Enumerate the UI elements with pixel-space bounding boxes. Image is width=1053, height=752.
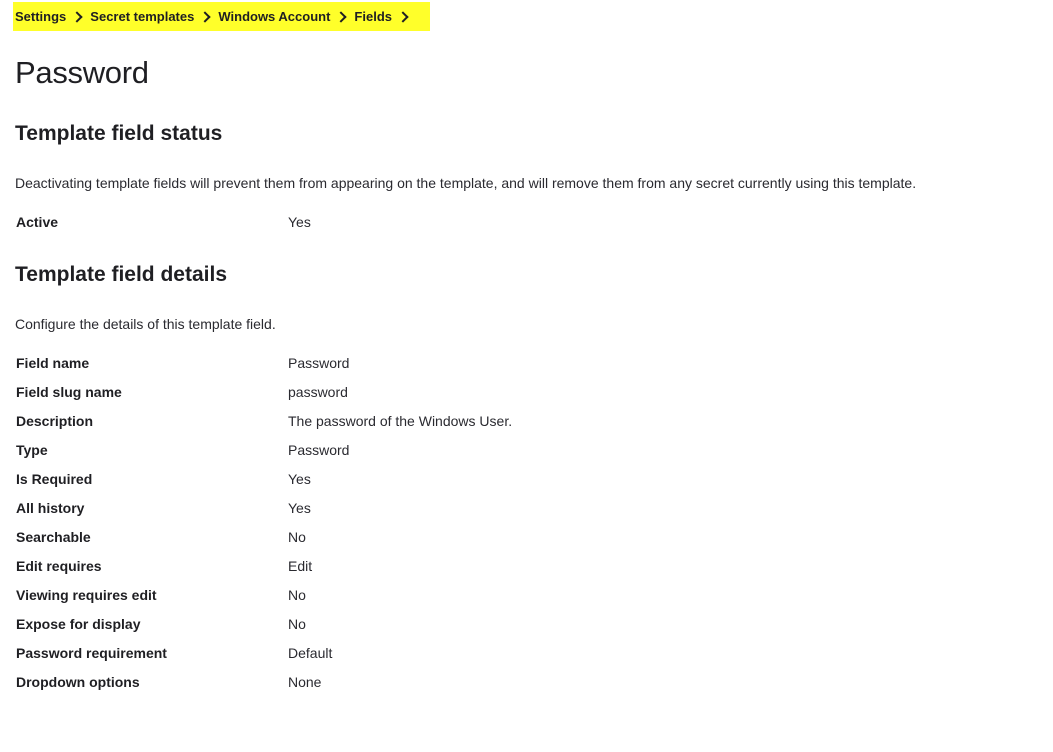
details-row-dropdown-options <box>16 667 916 696</box>
row-value: No <box>288 615 306 632</box>
row-label: Type <box>16 441 48 458</box>
row-label: Field name <box>16 354 90 371</box>
status-section-title: Template field status <box>15 122 223 145</box>
details-row-field-slug-name <box>16 377 916 406</box>
breadcrumb-secret-templates[interactable]: Secret templates <box>90 9 195 24</box>
row-value: Default <box>288 644 333 661</box>
details-section-description: Configure the details of this template field. <box>15 316 276 332</box>
chevron-right-icon <box>397 11 408 22</box>
row-value: Yes <box>288 499 311 516</box>
chevron-right-icon <box>200 11 211 22</box>
page-title: Password <box>15 55 149 90</box>
row-label: Edit requires <box>16 557 102 574</box>
breadcrumb-windows-account[interactable]: Windows Account <box>218 9 331 24</box>
details-section-title: Template field details <box>15 263 227 286</box>
row-label: Dropdown options <box>16 673 140 690</box>
row-label: Viewing requires edit <box>16 586 157 603</box>
details-row-description <box>16 406 916 435</box>
row-label: Description <box>16 412 94 429</box>
details-row-all-history <box>16 493 916 522</box>
details-row-type <box>16 435 916 464</box>
details-row-field-name <box>16 348 916 377</box>
row-label: Searchable <box>16 528 91 545</box>
chevron-right-icon <box>336 11 347 22</box>
breadcrumb-fields[interactable]: Fields <box>354 9 392 24</box>
details-row-password-requirement <box>16 638 916 667</box>
details-row-searchable <box>16 522 916 551</box>
breadcrumb-settings[interactable]: Settings <box>15 9 67 24</box>
row-value: Yes <box>288 470 311 487</box>
status-rows <box>16 207 916 236</box>
row-label: Is Required <box>16 470 93 487</box>
breadcrumb <box>13 2 430 31</box>
row-value: Edit <box>288 557 313 574</box>
row-value: No <box>288 586 306 603</box>
details-row-edit-requires <box>16 551 916 580</box>
details-rows <box>16 348 916 696</box>
status-row-active <box>16 207 916 236</box>
details-row-is-required <box>16 464 916 493</box>
row-value: Password <box>288 441 350 458</box>
details-row-expose-for-display <box>16 609 916 638</box>
row-value: Yes <box>288 213 311 230</box>
row-value: Password <box>288 354 350 371</box>
row-label: Active <box>16 213 59 230</box>
row-label: All history <box>16 499 85 516</box>
status-section-description: Deactivating template fields will prevent them from appearing on the template, and will remove them from any secret currently using this template. <box>15 175 917 191</box>
row-value: None <box>288 673 322 690</box>
row-value: password <box>288 383 348 400</box>
details-row-viewing-requires-edit <box>16 580 916 609</box>
row-value: The password of the Windows User. <box>288 412 513 429</box>
row-label: Expose for display <box>16 615 141 632</box>
row-value: No <box>288 528 306 545</box>
row-label: Password requirement <box>16 644 167 661</box>
chevron-right-icon <box>72 11 83 22</box>
row-label: Field slug name <box>16 383 122 400</box>
